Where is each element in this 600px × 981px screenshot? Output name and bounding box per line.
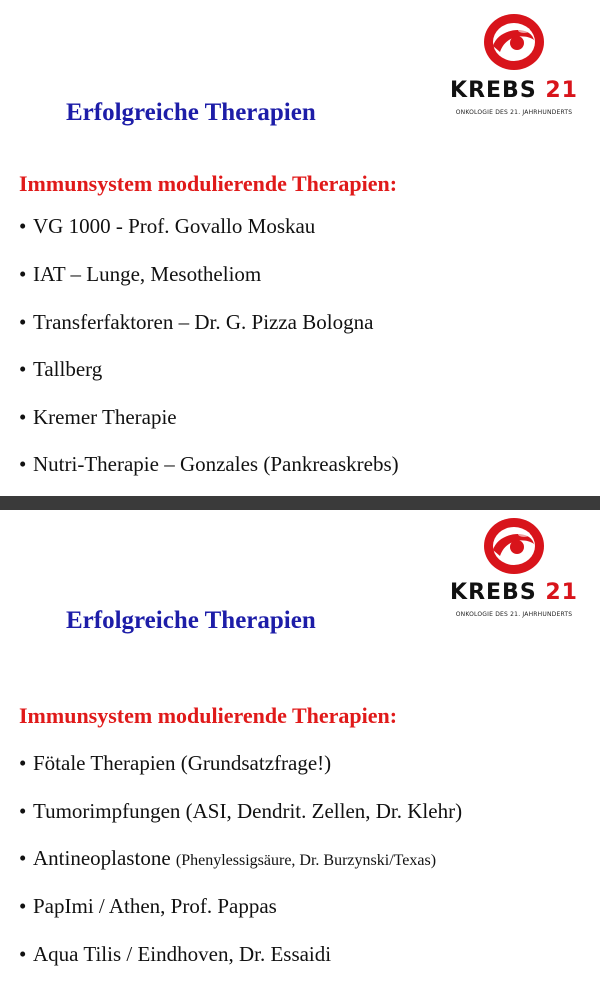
list-item: • VG 1000 - Prof. Govallo Moskau — [19, 214, 316, 238]
logo-brand-text — [434, 580, 594, 605]
slide-title: Erfolgreiche Therapien — [66, 99, 316, 126]
logo-brand-number: 21 — [545, 78, 578, 103]
slide-2 — [0, 510, 600, 981]
logo-brand-word: KREBS — [450, 580, 537, 605]
list-item: • Transferfaktoren – Dr. G. Pizza Bologna — [19, 310, 374, 334]
slide-divider — [0, 496, 600, 510]
krebs21-logo — [434, 516, 594, 628]
list-item: • Tallberg — [19, 357, 103, 381]
list-item: • PapImi / Athen, Prof. Pappas — [19, 894, 277, 918]
swirl-logo-icon — [476, 516, 552, 576]
slide-subtitle: Immunsystem modulierende Therapien: — [19, 171, 398, 196]
logo-brand-word: KREBS — [450, 78, 537, 103]
logo-brand-number: 21 — [545, 580, 578, 605]
list-item: • Aqua Tilis / Eindhoven, Dr. Essaidi — [19, 942, 332, 966]
swirl-logo-icon — [476, 12, 552, 72]
list-item: • Nutri-Therapie – Gonzales (Pankreaskrebs) — [19, 452, 399, 476]
list-item: • Kremer Therapie — [19, 405, 177, 429]
list-item: • Antineoplastone (Phenylessigsäure, Dr. Burzynski/Texas) — [19, 846, 437, 870]
krebs21-logo — [434, 12, 594, 124]
list-item: • Tumorimpfungen (ASI, Dendrit. Zellen, Dr. Klehr) — [19, 799, 463, 823]
slide-title: Erfolgreiche Therapien — [66, 607, 316, 634]
list-item: • Fötale Therapien (Grundsatzfrage!) — [19, 751, 332, 775]
logo-tagline: ONKOLOGIE DES 21. JAHRHUNDERTS — [455, 109, 573, 116]
slide-subtitle: Immunsystem modulierende Therapien: — [19, 703, 398, 728]
list-item: • IAT – Lunge, Mesotheliom — [19, 262, 262, 286]
logo-tagline: ONKOLOGIE DES 21. JAHRHUNDERTS — [455, 611, 573, 618]
logo-brand-text — [434, 78, 594, 103]
